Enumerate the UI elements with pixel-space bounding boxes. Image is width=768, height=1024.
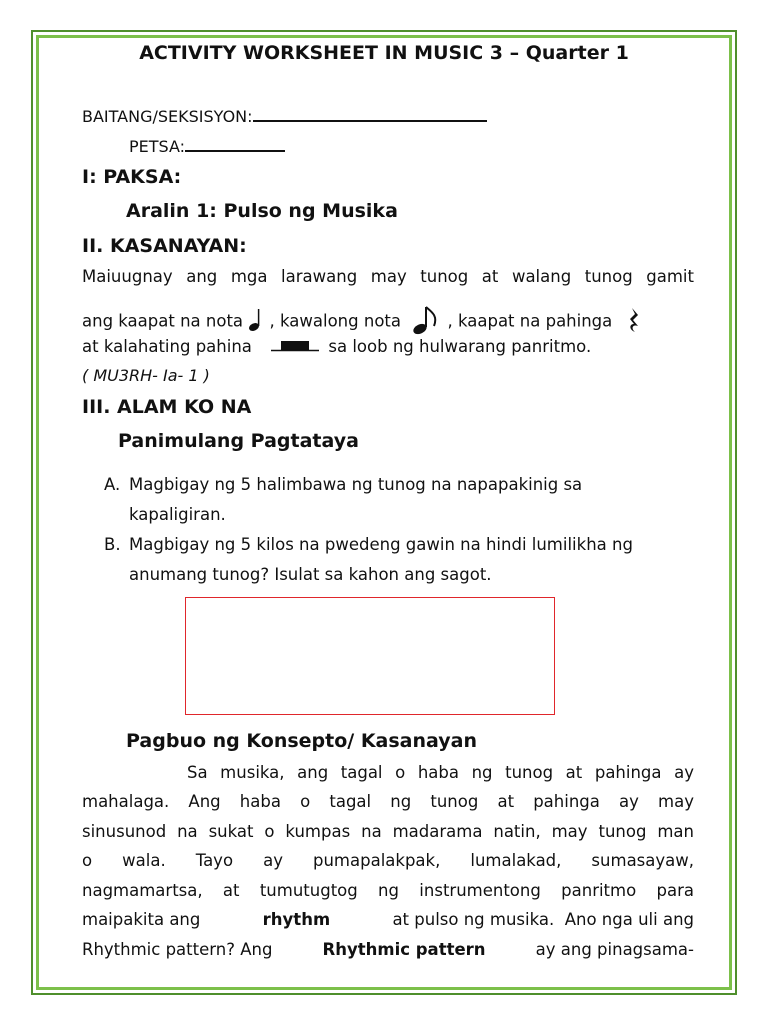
kasanayan-line-2c: , kaapat na pahinga [447, 311, 613, 331]
item-b-marker: B. [104, 535, 121, 554]
competency-code: ( MU3RH- Ia- 1 ) [82, 366, 210, 385]
eighth-note-icon [412, 304, 442, 340]
concept-line-6b: at pulso ng musika. Ano nga uli ang [392, 910, 694, 929]
item-b-line-1: Magbigay ng 5 kilos na pwedeng gawin na hindi lumilikha ng [129, 535, 633, 554]
date-field [129, 137, 285, 156]
kasanayan-line-2b: , kawalong nota [269, 311, 401, 331]
date-label: PETSA: [129, 137, 186, 156]
rhythmic-pattern-term: Rhythmic pattern [322, 940, 486, 959]
kasanayan-line-2 [82, 304, 642, 340]
lesson-title: Aralin 1: Pulso ng Musika [126, 200, 398, 222]
item-a-marker: A. [104, 475, 121, 494]
kasanayan-line-1: Maiuugnay ang mga larawang may tunog at walang tunog gamit [82, 267, 694, 286]
kasanayan-line-2a: ang kaapat na nota [82, 311, 244, 331]
item-a-line-2: kapaligiran. [129, 505, 226, 524]
kasanayan-line-3b: sa loob ng hulwarang panritmo. [328, 337, 592, 356]
rhythm-term: rhythm [262, 910, 331, 929]
concept-line-5: nagmamartsa, at tumutugtog ng instrumentong panritmo para [82, 881, 694, 900]
concept-line-7a: Rhythmic pattern? Ang [82, 940, 273, 959]
kasanayan-line-3a: at kalahating pahina [82, 337, 252, 356]
grade-section-field [82, 107, 487, 126]
quarter-note-icon [248, 307, 264, 337]
worksheet-title: ACTIVITY WORKSHEET IN MUSIC 3 – Quarter 1 [139, 42, 629, 64]
panimulang-pagtataya-heading: Panimulang Pagtataya [118, 430, 359, 452]
concept-line-4: o wala. Tayo ay pumapalakpak, lumalakad, sumasayaw, [82, 851, 694, 870]
pagbuo-ng-konsepto-heading: Pagbuo ng Konsepto/ Kasanayan [126, 730, 477, 752]
concept-line-7 [82, 940, 694, 959]
grade-section-label: BAITANG/SEKSISYON: [82, 107, 253, 126]
half-rest-icon [271, 338, 319, 358]
section-paksa-heading: I: PAKSA: [82, 166, 182, 188]
concept-line-2: mahalaga. Ang haba o tagal ng tunog at pahinga ay may [82, 792, 694, 811]
kasanayan-line-3 [82, 337, 591, 358]
concept-line-7b: ay ang pinagsama- [535, 940, 694, 959]
grade-section-blank[interactable] [253, 108, 487, 122]
concept-line-3: sinusunod na sukat o kumpas na madarama natin, may tunog man [82, 822, 694, 841]
concept-line-6a: maipakita ang [82, 910, 201, 929]
concept-line-6 [82, 910, 694, 929]
date-blank[interactable] [185, 138, 285, 152]
quarter-rest-icon [628, 306, 642, 338]
section-alam-ko-na-heading: III. ALAM KO NA [82, 396, 252, 418]
item-b-line-2: anumang tunog? Isulat sa kahon ang sagot. [129, 565, 492, 584]
item-a-line-1: Magbigay ng 5 halimbawa ng tunog na napapakinig sa [129, 475, 583, 494]
section-kasanayan-heading: II. KASANAYAN: [82, 235, 247, 257]
concept-line-1: Sa musika, ang tagal o haba ng tunog at pahinga ay [187, 763, 694, 782]
answer-box[interactable] [185, 597, 555, 715]
